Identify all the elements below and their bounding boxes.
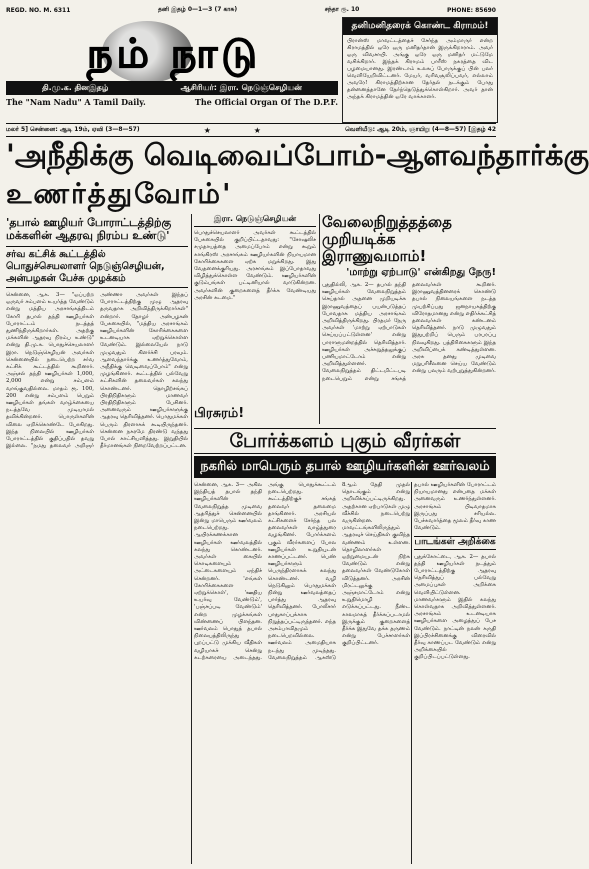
newspaper-title: நம் நாடு — [86, 31, 262, 77]
english-subtitle: The "Nam Nadu" A Tamil Daily. — [6, 97, 146, 107]
masthead-tagline — [6, 81, 338, 95]
statement-body: புதுக்கோட்டை, ஆக. 2— தபால் தந்தி ஊழியர்கள் நடத்தும் போராட்டத்திற்கு ஆதரவு தெரிவித்துப் பல்வேறு அமைப்புகள் அறிக்கை வெளியிட்டுள்ளன. மாணவர்களும் இதில் கலந்து கொள்வதாக அறிவித்துள்ளனர். அரசாங்கம் உடனடியாக ஊழியர்களை அழைத்துப் பேச வேண்டும். நாட்டின் நலன் கருதி இப்பிரச்சினைக்கு விரைவில் தீர்வு காணப்பட வேண்டும் என்று அறிக்கையில் குறிப்பிடப்பட்டுள்ளது. — [414, 553, 496, 661]
village-story-box — [342, 17, 498, 123]
dateline — [6, 123, 496, 137]
dateline-left: மலர் 5] சென்னை: ஆடி 19ம், ஏவி (3—8—57) — [6, 126, 140, 133]
masthead-english — [6, 97, 338, 107]
army-headline: வேலைநிறுத்தத்தை முறியடிக்க இராணுவமாம்! — [322, 213, 452, 265]
tagline-right: ஆசிரியர்: இரா. நெடுஞ்செழியன் — [180, 83, 302, 92]
left-article-body: சென்னை, ஆக. 3— "ஒப்பற்ற ஒருவர் சம்பளம் உயர்த்த வேண்டும் என்று மத்திய அரசாங்கத்திடம் கோரி தபால் தந்தி ஊழியர்கள் போராட்டம் நடத்தத் துணிந்திருக்கிறார்கள். அதற்கு மக்களின் ஆதரவு நிரம்ப உண்டு" என்று தி.மு.க. பொதுச்செயலாளர் இரா. நெடுஞ்செழியன் அவர்கள் சென்னையில் நடைபெற்ற சர்வ கட்சிக் கூட்டத்தில் கூறினார். அஞ்சல் தந்தி ஊழியர்கள் 1,000, 2,000 என்று சம்பளம் வாங்குவதில்லை. மாதம் ரூ. 100, 200 என்று சம்பளம் பெறும் ஊழியர்கள் தங்கள் வாழ்க்கையை நடத்தவே முடியாமல் தவிக்கின்றனர். பொருள்களின் விலை ஏறிக்கொண்டே போகிறது. இந்த நிலையில் ஊழியர்கள் போராட்டத்தில் குதிப்பதில் தவறு இல்லை. "நமது தலைவர் அறிஞர் அண்ணா அவர்கள் இந்தப் போராட்டத்திற்கு முழு ஆதரவு தருவதாக அறிவித்திருக்கிறார்கள்" என்றார். தோழர் அன்பழகன் பேசுகையில், "மத்திய அரசாங்கம் ஊழியர்களின் கோரிக்கைகளை உடனடியாக ஏற்றுக்கொள்ள வேண்டும். இல்லையேல் நாடு முழுவதும் கிளர்ச்சி பரவும். ஆளவந்தார்க்கு உணர்த்துவோம், அநீதிக்கு வெடிவைப்போம்" என்று முழங்கினார். கூட்டத்தில் பல்வேறு கட்சிகளின் தலைவர்கள் கலந்து கொண்டனர். தொழிற்சங்கப் பிரதிநிதிகளும் மாணவர் பிரதிநிதிகளும் பேசினர். அனைவரும் ஊழியர்களுக்கு ஆதரவு தெரிவித்தனர். பொதுமக்கள் பெரும் திரளாகக் கூடியிருந்தனர். சென்னை நகரமே திரண்டு வந்தது போல் காட்சியளித்தது. இறுதியில் தீர்மானங்கள் நிறைவேற்றப்பட்டன. — [6, 292, 188, 450]
statement-heading: பாடங்கள் அறிக்கை — [414, 536, 496, 549]
registration-number: REGD. NO. M. 6311 — [6, 6, 71, 14]
fighters-headline: போர்க்களம் புகும் வீரர்கள் — [194, 428, 496, 454]
main-headline-line2: உணர்த்துவோம்' — [6, 177, 233, 210]
tagline-left: தி.மு.க. தினஇதழ் — [42, 83, 109, 92]
left-subheading: 'தபால் ஊழியர் போராட்டத்திற்கு மக்களின் ஆதரவு நிரம்ப உண்டு' — [6, 216, 172, 242]
middle-body: பொதுச்செயலாளர் அவர்கள் கூட்டத்தில் பேசுகையில் குறிப்பிட்டதாவது: "சோஷலிச சமுதாயத்தை அமைப்போம் என்று கூறும் காங்கிரஸ் அரசாங்கம் ஊழியர்களின் நியாயமான கோரிக்கைகளை ஏற்க மறுக்கிறது. இது வேதனைக்குரியது. அரசாங்கம் இப்போதாவது விழித்துக்கொள்ள வேண்டும். ஊழியர்களின் குடும்பங்கள் பட்டினியால் வாடுகின்றன. அவர்களின் குறைகளைத் தீர்க்க வேண்டியது அரசின் கடமை." — [194, 230, 316, 301]
far-top-text: தபால் ஊழியர்களின் போராட்டம் நியாயமானது என்பதை மக்கள் அனைவரும் உணர்ந்துள்ளனர். அரசாங்கம் பிடிவாதமாக இருப்பது சரியல்ல. பேச்சுவார்த்தை மூலம் தீர்வு காண வேண்டும். — [414, 482, 496, 532]
main-headline: 'அநீதிக்கு வெடிவைப்போம்-ஆளவந்தார்க்கு — [6, 138, 589, 172]
column-rule — [411, 482, 412, 864]
left-kicker: சர்வ கட்சிக் கூட்டத்தில் பொதுச்செயலாளர் நெடுஞ்செழியன், அன்பழகன் பேச்சு முழக்கம் — [6, 246, 188, 288]
far-right-column — [414, 482, 496, 864]
column-rule — [319, 214, 320, 424]
village-story-body: பிரான்ஸ் மாவட்டத்தைச் சேர்ந்த அம்மாருர் என்ற கிராமத்தில் ஒரே ஒரு மனிதர்தான் இருக்கிறாராம். அவர் ஒரு விவசாயி. அங்கு ஒரே ஒரு மனிதர் மட்டுமே வசிக்கிறார். இந்தக் கிராமம் பாரீஸ் நகரத்தை விட பழமையானது. இரண்டாம் உலகப் போருக்குப் பின் பலர் வெளியேறிவிட்டனர். மேயர், வரிவசூலிப்பவர், எல்லாம் அவரே! கிராமத்திற்கான தேர்தல் நடக்கும் போது தன்னைத்தானே தேர்ந்தெடுத்துக்கொள்கிறார். அவர் தான் அந்தக் கிராமத்தின் ஒரே வாக்காளர். — [347, 38, 493, 100]
left-column-article — [6, 216, 188, 864]
army-subheading: 'மாற்று ஏற்பாடு' என்கிறது நேரு! — [346, 267, 496, 278]
star-ornaments: ★ ★ — [203, 125, 281, 135]
subscription-rate: சந்தா ரூ. 10 — [324, 6, 360, 13]
single-copy-price: தனி இதழ் 0—1—3 (7 காசு) — [158, 6, 238, 13]
procession-banner: நகரில் மாபெரும் தபால் ஊழியர்களின் ஊர்வலம் — [194, 456, 496, 478]
top-strip — [6, 4, 496, 16]
procession-article-body: சென்னை, ஆக. 3— அகில இந்தியத் தபால் தந்தி ஊழியர்களின் வேலைநிறுத்த முடிவை ஆதரித்துச் சென்னையில் இன்று மாபெரும் ஊர்வலம் நடைபெற்றது. ஆயிரக்கணக்கான ஊழியர்கள் ஊர்வலத்தில் கலந்து கொண்டனர். அவர்கள் கையில் கொடிகளையும் அட்டைகளையும் ஏந்திச் சென்றனர். 'எங்கள் கோரிக்கைகளை ஏற்றுக்கொள்', 'ஊதிய உயர்வு வேண்டும்', 'பஞ்சப்படி வேண்டும்' என்ற முழக்கங்கள் விண்ணைப் பிளந்தன. ஊர்வலம் பொதுத் தபால் நிலையத்திலிருந்து புறப்பட்டு முக்கிய வீதிகள் வழியாகச் சென்று கடற்கரையை அடைந்தது. அங்கு பொதுக்கூட்டம் நடைபெற்றது. கூட்டத்திற்குச் சங்கத் தலைவர் தலைமை தாங்கினார். அரசியல் கட்சிகளைச் சேர்ந்த பல தலைவர்கள் வாழ்த்துரை வழங்கினர். போர்க்களம் புகும் வீரர்களைப் போல ஊழியர்கள் உறுதியுடன் காணப்பட்டனர். பெண் ஊழியர்களும் பெருந்திரளாகக் கலந்து கொண்டனர். வழி நெடுகிலும் பொதுமக்கள் நின்று ஊர்வலத்தைப் பார்த்து ஆதரவு தெரிவித்தனர். போலீசார் பாதுகாப்புக்காக நிறுத்தப்பட்டிருந்தனர். எந்த அசம்பாவிதமும் நடைபெறவில்லை. ஊர்வலம் அமைதியாக நடந்து முடிந்தது. வேலைநிறுத்தம் ஆகஸ்டு 8ஆம் தேதி முதல் தொடங்கும் என்று அறிவிக்கப்பட்டிருக்கிறது. அதற்கான ஏற்பாடுகள் முழு வீச்சில் நடைபெற்று வருகின்றன. மாவட்டங்களிலிருந்தும் ஆதரவுச் செய்திகள் குவிந்த வண்ணம் உள்ளன. தொழிலாளர்கள் ஒற்றுமையுடன் நிற்க வேண்டும் என்று தலைவர்கள் வேண்டுகோள் விடுத்தனர். அரசின் மிரட்டலுக்கு அஞ்சமாட்டோம் என்று உறுதிமொழி எடுக்கப்பட்டது. நீண்ட காலமாகத் தீர்க்கப்படாமல் இருக்கும் குறைகளைத் தீர்க்க இதுவே தக்க தருணம் என்று பேச்சாளர்கள் குறிப்பிட்டனர். — [194, 482, 410, 661]
middle-byline: இரா. நெடுஞ்செழியன் — [194, 214, 316, 227]
village-story-heading: தனிமனிதரைக் கொண்ட கிராமம்! — [343, 18, 497, 35]
newspaper-page — [6, 4, 589, 864]
phone-number: PHONE: 85690 — [446, 6, 496, 14]
official-organ: The Official Organ Of The D.P.F. — [194, 97, 338, 107]
army-article — [322, 214, 496, 404]
mid-quote: பிரசுரம்! — [194, 406, 245, 421]
dateline-right: வெளியீடு: ஆடி 20ம், ஞாயிறு (4—8—57) [இதழ் 42 — [345, 126, 496, 133]
middle-column — [194, 214, 316, 404]
column-rule — [191, 214, 192, 864]
army-body: புதுதில்லி, ஆக. 2— தபால் தந்தி ஊழியர்கள் வேலைநிறுத்தம் செய்தால் அதனை முறியடிக்க இராணுவத்தைப் பயன்படுத்தப் போவதாக மத்திய அரசாங்கம் அறிவித்திருக்கிறது. பிரதமர் நேரு அவர்கள் 'மாற்று ஏற்பாடுகள் செய்யப்பட்டுள்ளன' என்று பாராளுமன்றத்தில் தெரிவித்தார். ஊழியர்கள் அச்சுறுத்தலுக்குப் பணியமாட்டோம் என்று அறிவித்துள்ளனர். வேலைநிறுத்தம் திட்டமிட்டபடி நடைபெறும் என்று சங்கத் தலைவர்கள் கூறினர். இராணுவத்தினரைக் கொண்டு தபால் நிலையங்களை நடத்த முயற்சிப்பது ஜனநாயகத்திற்கு விரோதமானது என்று எதிர்க்கட்சித் தலைவர்கள் கண்டனம் தெரிவித்தனர். நாடு முழுவதும் இதுபற்றிப் பெரும் பரபரப்பு நிலவுகிறது. பத்திரிகைகளும் இந்த அறிவிப்பைக் கண்டித்துள்ளன. அரசு தனது முடிவை மறுபரிசீலனை செய்ய வேண்டும் என்று பலரும் வற்புறுத்துகின்றனர். — [322, 282, 496, 382]
masthead — [6, 17, 338, 117]
